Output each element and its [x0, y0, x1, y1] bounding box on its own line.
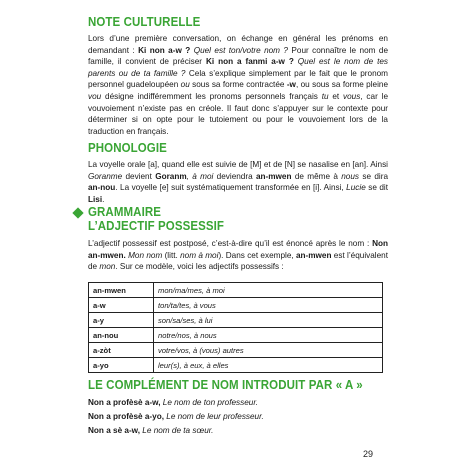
table-cell-creole: a-w [89, 298, 154, 313]
section-heading-complement-de-nom: LE COMPLÉMENT DE NOM INTRODUIT PAR « A » [88, 378, 363, 392]
table-cell-french: notre/nos, à nous [154, 328, 383, 343]
diamond-bullet-icon [72, 207, 83, 218]
table-row [89, 358, 383, 373]
table-cell-creole: a-y [89, 313, 154, 328]
table-cell-french: son/sa/ses, à lui [154, 313, 383, 328]
note-paragraph: Lors d’une première conversation, on échange en général les prénoms en demandant : Ki non a-w ? Quel est ton/votre nom ? Pour connaître le nom de famille, il convient de préciser Ki non a fanmi a-w ? Quel est le nom de tes parents ou de ta famille ? Cela s’explique simplement par le fait que le pronom personnel guadeloupéen ou sous sa forme contractée -w, ou sous sa forme pleine vou désigne indifféremment les pronoms personnels français tu et vous, car le vouvoiement n’existe pas en créole. Il faut donc s’appuyer sur le contexte pour déterminer si on opte pour le tutoiement ou pour le vouvoiement lors de la traduction en français. [88, 34, 389, 136]
section-heading-note-culturelle: NOTE CULTURELLE [88, 15, 201, 29]
page-number: 29 [363, 449, 374, 459]
section-heading-phonologie: PHONOLOGIE [88, 141, 167, 155]
table-cell-creole: an-nou [89, 328, 154, 343]
subheading-adjectif-possessif: L’ADJECTIF POSSESSIF [88, 219, 225, 233]
phonologie-paragraph: La voyelle orale [a], quand elle est suivie de [M] et de [N] se nasalise en [an]. Ainsi Goranme devient Goranm, à moi deviendra an-mwen de même à nous se dira an-nou. La voyelle [e] suit systématiquement transformée en [i]. Ainsi, Lucie se dit Lisi. [88, 160, 388, 204]
table-cell-french: leur(s), à eux, à elles [154, 358, 383, 373]
example-line: Non a profèsè a-yo, Le nom de leur professeur. [88, 412, 264, 421]
table-row [89, 298, 383, 313]
table-cell-creole: an-mwen [89, 283, 154, 298]
table-row [89, 328, 383, 343]
example-line: Non a profèsè a-w, Le nom de ton professeur. [88, 398, 259, 407]
table-row [89, 343, 383, 358]
table-cell-creole: a-yo [89, 358, 154, 373]
table-cell-creole: a-zòt [89, 343, 154, 358]
grammaire-paragraph: L’adjectif possessif est postposé, c’est-à-dire qu’il est énoncé après le nom : Non an-mwen. Mon nom (litt. nom à moi). Dans cet exemple, an-mwen est l’équivalent de mon. Sur ce modèle, voici les adjectifs possessifs : [88, 239, 389, 272]
table-row [89, 313, 383, 328]
table-cell-french: mon/ma/mes, à moi [154, 283, 383, 298]
table-cell-french: ton/ta/tes, à vous [154, 298, 383, 313]
table-row [89, 283, 383, 298]
example-line: Non a sè a-w, Le nom de ta sœur. [88, 426, 214, 435]
section-heading-grammaire: GRAMMAIRE [88, 205, 162, 219]
table-cell-french: votre/vos, à (vous) autres [154, 343, 383, 358]
possessive-adjectives-table [88, 282, 383, 373]
